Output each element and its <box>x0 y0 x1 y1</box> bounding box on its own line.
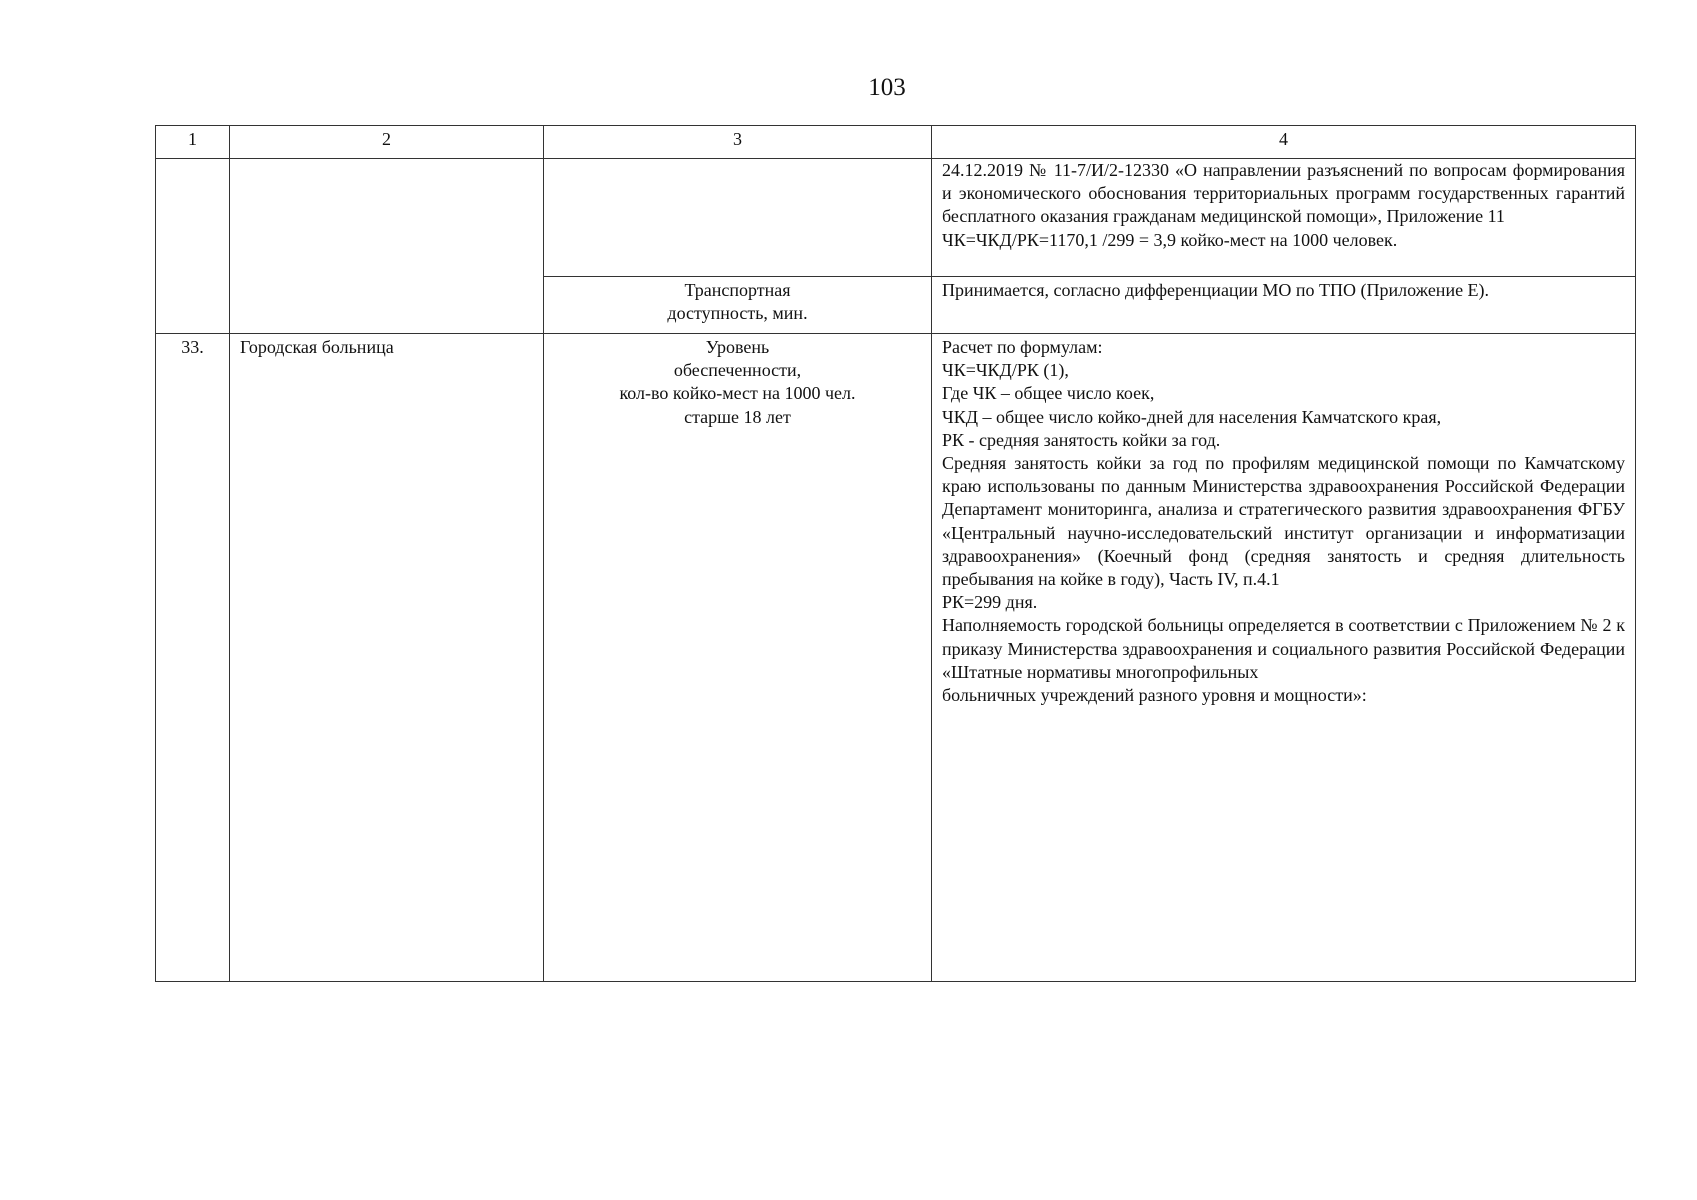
rationale-paragraph: ЧКД – общее число койко-дней для населения Камчатского края, <box>942 406 1442 427</box>
indicator-cell <box>544 334 932 982</box>
rationale-paragraph: Принимается, согласно дифференциации МО по ТПО (Приложение Е). <box>942 280 1490 300</box>
table-row <box>156 334 1636 982</box>
object-name-cell: Городская больница <box>230 334 544 982</box>
header-cell-3: 3 <box>544 126 932 159</box>
indicator-line: старше 18 лет <box>684 406 791 427</box>
rationale-paragraph: Расчет по формулам: <box>942 337 1103 357</box>
indicator-line: обеспеченности, <box>673 360 802 381</box>
rationale-paragraph: Наполняемость городской больницы определяется в соответствии с Приложением № 2 к приказу Министерства здравоохранения и социального развития Российской Федерации «Штатные нормативы многопрофильных <box>942 615 1625 682</box>
rationale-paragraph: Где ЧК – общее число коек, <box>942 383 1155 404</box>
rationale-cell <box>932 334 1636 982</box>
rationale-paragraph: Средняя занятость койки за год по профилям медицинской помощи по Камчатскому краю использованы по данным Министерства здравоохранения Российской Федерации Департамент мониторинга, анализа и стратегического развития здравоохранения ФГБУ «Центральный научно-исследовательский институт организации и информатизации здравоохранения» (Коечный фонд (средняя занятость и средняя длительность пребывания на койке в году), Часть IV, п.4.1 <box>942 453 1625 590</box>
rationale-cell <box>932 159 1636 277</box>
rationale-paragraph: РК - средняя занятость койки за год. <box>942 429 1221 450</box>
object-name-cell <box>230 159 544 334</box>
indicator-line: Уровень <box>705 337 770 357</box>
rationale-paragraph: ЧК=ЧКД/РК (1), <box>942 360 1069 381</box>
indicator-line: кол-во койко-мест на 1000 чел. <box>619 383 856 404</box>
header-cell-1: 1 <box>156 126 230 159</box>
header-cell-2: 2 <box>230 126 544 159</box>
header-cell-4: 4 <box>932 126 1636 159</box>
document-table <box>155 125 1636 982</box>
table-row <box>156 159 1636 277</box>
indicator-line: Транспортная <box>684 280 791 300</box>
rationale-paragraph: РК=299 дня. <box>942 592 1038 613</box>
rationale-paragraph: ЧК=ЧКД/РК=1170,1 /299 = 3,9 койко-мест на 1000 человек. <box>942 229 1398 250</box>
table-header-row <box>156 126 1636 159</box>
rationale-cell <box>932 277 1636 334</box>
indicator-cell <box>544 277 932 334</box>
rationale-paragraph: больничных учреждений разного уровня и мощности»: <box>942 685 1367 706</box>
indicator-cell <box>544 159 932 277</box>
row-number-cell: 33. <box>156 334 230 982</box>
rationale-paragraph: 24.12.2019 № 11-7/И/2-12330 «О направлении разъяснений по вопросам формирования и экономического обоснования территориальных программ государственных гарантий бесплатного оказания гражданам медицинской помощи», Приложение 11 <box>942 160 1625 227</box>
row-number-cell <box>156 159 230 334</box>
indicator-line: доступность, мин. <box>667 303 808 324</box>
page-number: 103 <box>868 74 906 101</box>
